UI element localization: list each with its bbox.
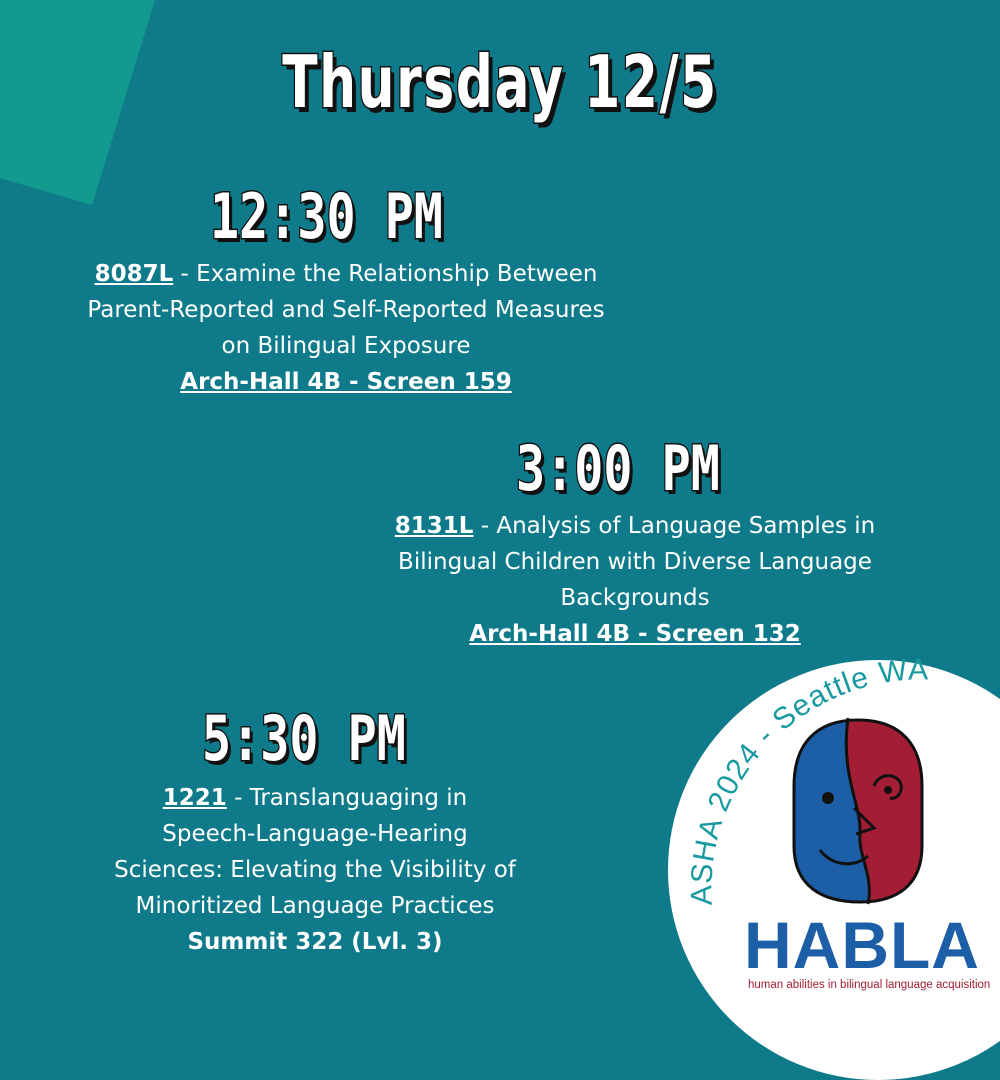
session-1-time: 12:30 PM <box>210 180 443 253</box>
session-3-title-line1: - Translanguaging in <box>226 785 468 811</box>
session-1-code[interactable]: 8087L <box>94 261 174 287</box>
session-3-location: Summit 322 (Lvl. 3) <box>187 929 443 955</box>
page-title: Thursday 12/5 <box>282 40 718 124</box>
session-3-title-line3: Sciences: Elevating the Visibility of <box>114 857 516 883</box>
session-3-title-line2: Speech-Language-Hearing <box>162 821 468 847</box>
session-1-title-line1: - Examine the Relationship Between <box>173 261 598 287</box>
session-3-time: 5:30 PM <box>202 702 406 775</box>
session-2-title-line1: - Analysis of Language Samples in <box>473 513 876 539</box>
session-1-title-line3: on Bilingual Exposure <box>221 333 471 359</box>
habla-tagline: human abilities in bilingual language acquisition <box>748 979 991 991</box>
session-2-time: 3:00 PM <box>516 432 720 505</box>
session-1-location[interactable]: Arch-Hall 4B - Screen 159 <box>180 369 512 395</box>
session-1-title-line2: Parent-Reported and Self-Reported Measures <box>87 297 605 323</box>
habla-logo: HABLA <box>744 908 980 982</box>
session-2-title-line2: Bilingual Children with Diverse Language <box>398 549 872 575</box>
session-3-code[interactable]: 1221 <box>162 785 227 811</box>
session-2-code[interactable]: 8131L <box>394 513 474 539</box>
badge-ring-label: ASHA 2024 - Seattle WA <box>685 653 930 906</box>
session-2-title-line3: Backgrounds <box>560 585 710 611</box>
session-2-location[interactable]: Arch-Hall 4B - Screen 132 <box>469 621 801 647</box>
session-3-title-line4: Minoritized Language Practices <box>135 893 495 919</box>
habla-face-icon <box>788 716 928 906</box>
